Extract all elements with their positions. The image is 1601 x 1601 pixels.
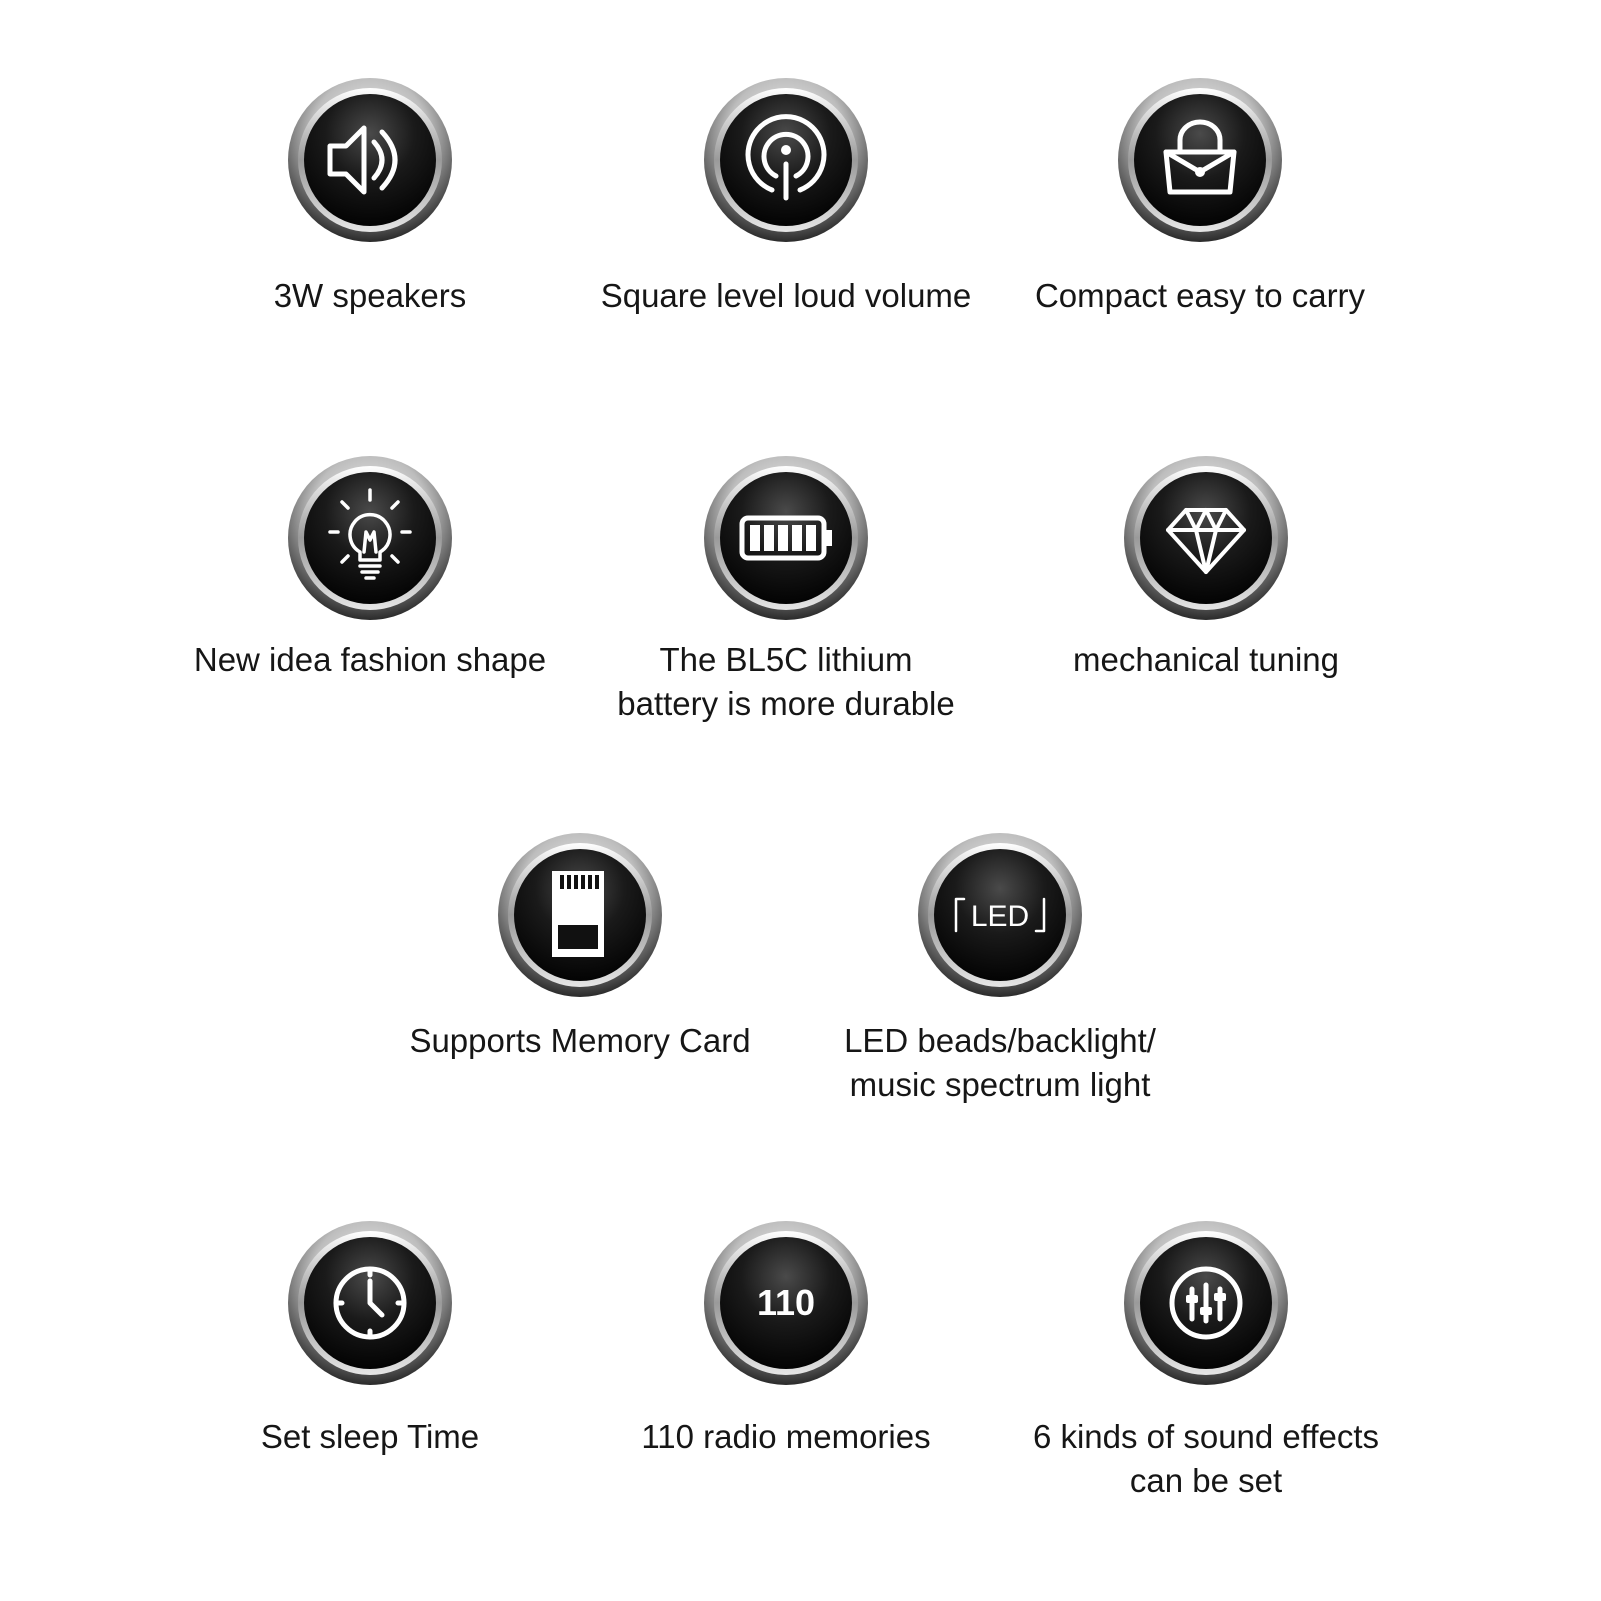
feature-label: Set sleep Time bbox=[260, 1418, 480, 1455]
feature-label: Supports Memory Card bbox=[409, 1022, 751, 1059]
feature-label: mechanical tuning bbox=[1073, 641, 1339, 678]
handbag-icon bbox=[1116, 76, 1284, 244]
memory-count-icon bbox=[702, 1219, 870, 1387]
feature-label: New idea fashion shape bbox=[193, 641, 547, 678]
equalizer-icon bbox=[1122, 1219, 1290, 1387]
feature-label: 6 kinds of sound effects can be set bbox=[1032, 1418, 1380, 1499]
memory-count-text: 110 bbox=[756, 1282, 816, 1323]
led-icon bbox=[916, 831, 1084, 999]
feature-label: LED beads/backlight/ music spectrum light bbox=[844, 1022, 1156, 1103]
feature-label: 110 radio memories bbox=[641, 1418, 931, 1455]
feature-label: The BL5C lithium battery is more durable bbox=[617, 641, 955, 722]
feature-label: Compact easy to carry bbox=[1034, 277, 1366, 314]
feature-label: 3W speakers bbox=[273, 277, 467, 314]
diamond-icon bbox=[1122, 454, 1290, 622]
battery-icon bbox=[702, 454, 870, 622]
sd-card-icon bbox=[496, 831, 664, 999]
speaker-icon bbox=[286, 76, 454, 244]
clock-icon bbox=[286, 1219, 454, 1387]
led-text: LED bbox=[970, 900, 1030, 933]
broadcast-icon bbox=[702, 76, 870, 244]
feature-label: Square level loud volume bbox=[600, 277, 972, 314]
lightbulb-icon bbox=[286, 454, 454, 622]
